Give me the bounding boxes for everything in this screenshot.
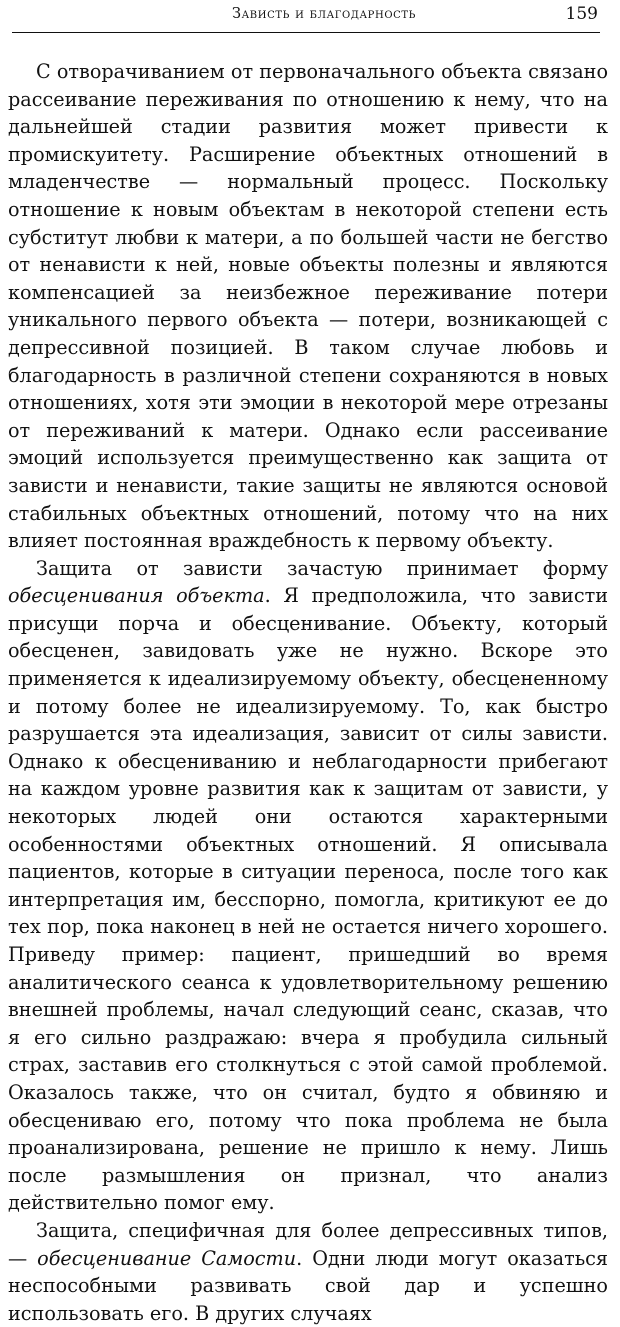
paragraph-2-italic-term: обесценивания объекта	[8, 584, 265, 608]
paragraph-3-text: . Одни люди могут оказаться неспособными развивать свой дар и успешно использовать его. В других случаях	[8, 1246, 608, 1325]
paragraph-3	[8, 1217, 608, 1327]
paragraph-3-italic-term: обесценивание Самости	[37, 1246, 297, 1270]
running-title: Зависть и благодарность	[232, 6, 416, 22]
paragraph-1	[8, 58, 608, 555]
page-number: 159	[565, 4, 598, 24]
paragraph-2	[8, 555, 608, 1217]
page-body	[8, 58, 608, 1327]
paragraph-2-text: . Я предположила, что зависти присущи порча и обесценивание. Объекту, который обесценен, завидовать уже не нужно. Вскоре это применяется к идеализируемому объекту, обесцененному и потому более не идеализируемому. То, как быстро разрушается эта идеализация, зависит от силы зависти. Однако к обесцениванию и неблагодарности прибегают на каждом уровне развития как к защитам от зависти, у некоторых людей они остаются характерными особенностями объектных отношений. Я описывала пациентов, которые в ситуации переноса, после того как интерпретация им, бесспорно, помогла, критикуют ее до тех пор, пока наконец в ней не остается ничего хорошего. Приведу пример: пациент, пришедший во время аналитического сеанса к удовлетворительному решению внешней проблемы, начал следующий сеанс, сказав, что я его сильно раздражаю: вчера я пробудила сильный страх, заставив его столкнуться с этой самой проблемой. Оказалось также, что он считал, будто я обвиняю и обесцениваю его, потому что пока проблема не была проанализирована, решение не пришло к нему. Лишь после размышления он признал, что анализ действительно помог ему.	[8, 584, 608, 1215]
running-header	[12, 2, 600, 33]
paragraph-1-text: С отворачиванием от первоначального объекта связано рассеивание переживания по отношению к нему, что на дальнейшей стадии развития может привести к промискуитету. Расширение объектных отношений в младенчестве — нормальный процесс. Поскольку отношение к новым объектам в некоторой степени есть субститут любви к матери, а по большей части не бегство от ненависти к ней, новые объекты полезны и являются компенсацией за неизбежное переживание потери уникального первого объекта — потери, возникающей с депрессивной позицией. В таком случае любовь и благодарность в различной степени сохраняются в новых отношениях, хотя эти эмоции в некоторой мере отрезаны от переживаний к матери. Однако если рассеивание эмоций используется преимущественно как защита от зависти и ненависти, такие защиты не являются основой стабильных объектных отношений, потому что на них влияет постоянная враждебность к первому объекту.	[8, 60, 608, 553]
paragraph-2-lead: Защита от зависти зачастую принимает форму	[36, 556, 608, 580]
paragraph-3-lead: Защита, специфичная для более депрессивных типов, —	[8, 1218, 608, 1270]
